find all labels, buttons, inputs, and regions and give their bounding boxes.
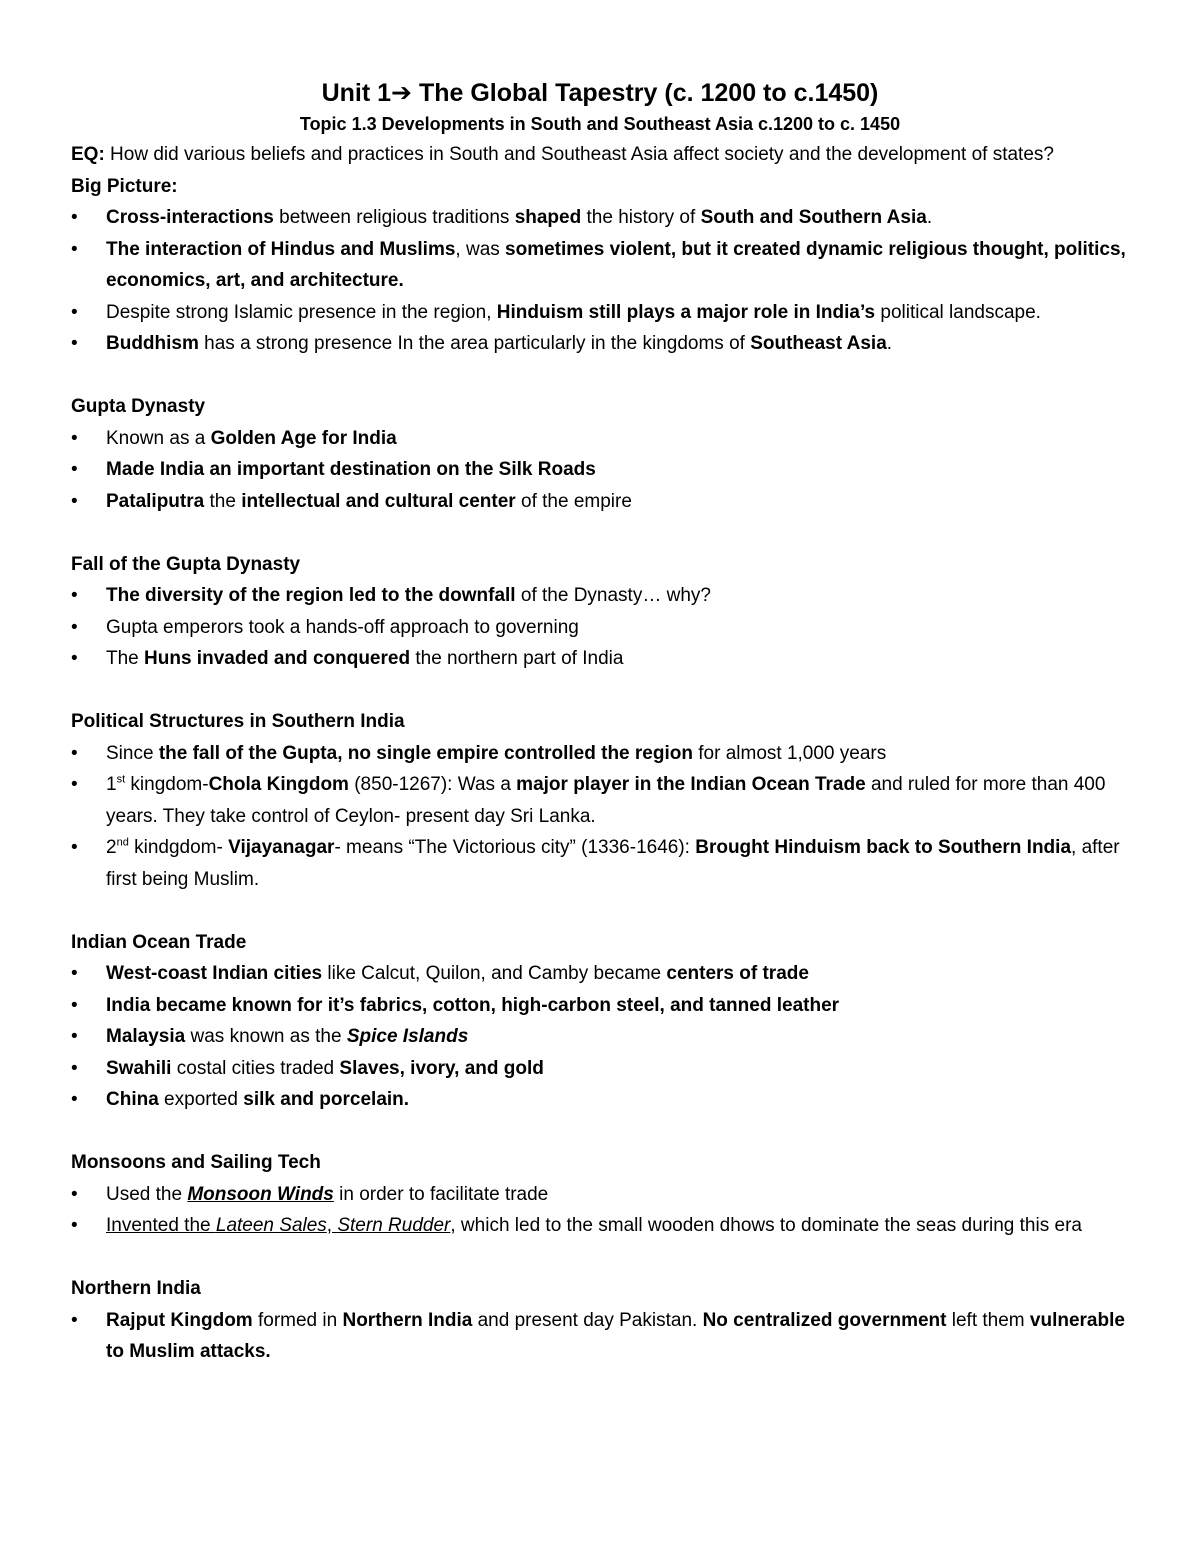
list-item: • Cross-interactions between religious traditions shaped the history of South and Southern Asia. xyxy=(71,202,1141,234)
bullet-icon: • xyxy=(71,459,78,480)
section-heading-indian-ocean-trade: Indian Ocean Trade xyxy=(71,931,247,953)
list-item: • India became known for it’s fabrics, cotton, high-carbon steel, and tanned leather xyxy=(71,990,1141,1022)
bullet-icon: • xyxy=(71,963,78,984)
arrow-icon: ➔ xyxy=(391,79,412,107)
list-item: • Pataliputra the intellectual and cultural center of the empire xyxy=(71,486,1141,518)
monsoons-list xyxy=(71,1179,1141,1242)
bullet-icon: • xyxy=(71,490,78,512)
list-item: • Invented the Lateen Sales, Stern Rudder, which led to the small wooden dhows to dominate the seas during this era xyxy=(71,1210,1141,1242)
bullet-icon: • xyxy=(71,616,78,638)
section-heading-gupta: Gupta Dynasty xyxy=(71,396,206,417)
section-heading-fall-of-gupta: Fall of the Gupta Dynasty xyxy=(71,553,301,575)
bullet-icon: • xyxy=(71,742,78,764)
bullet-icon: • xyxy=(71,427,78,449)
bullet-icon: • xyxy=(71,1026,78,1047)
document-body xyxy=(71,139,1141,1368)
list-item: • Buddhism has a strong presence In the area particularly in the kingdoms of Southeast Asia. xyxy=(71,328,1141,360)
eq-label: EQ: xyxy=(71,144,105,165)
title-unit: Unit 1 xyxy=(321,79,392,107)
bullet-icon: • xyxy=(71,1057,78,1079)
gupta-list xyxy=(71,423,1141,518)
list-item: • The Huns invaded and conquered the northern part of India xyxy=(71,643,1141,675)
essential-question xyxy=(71,139,1141,171)
bullet-icon: • xyxy=(71,994,78,1016)
bullet-icon: • xyxy=(71,1089,78,1110)
bullet-icon: • xyxy=(71,585,78,606)
list-item: • Despite strong Islamic presence in the region, Hinduism still plays a major role in India’s political landscape. xyxy=(71,297,1141,329)
list-item: • 1st kingdom-Chola Kingdom (850-1267): Was a major player in the Indian Ocean Trade and ruled for more than 400 years. They take control of Ceylon- present day Sri Lanka. xyxy=(71,769,1141,832)
title-text: The Global Tapestry (c. 1200 to c.1450) xyxy=(412,79,879,107)
northern-list xyxy=(71,1305,1141,1368)
bullet-icon: • xyxy=(71,1183,78,1205)
spacer xyxy=(71,675,1141,707)
spacer xyxy=(71,1242,1141,1274)
list-item: • Malaysia was known as the Spice Islands xyxy=(71,1021,1141,1053)
political-list xyxy=(71,738,1141,896)
big-picture-list xyxy=(71,202,1141,360)
bullet-icon: • xyxy=(71,1215,78,1236)
section-heading-monsoons: Monsoons and Sailing Tech xyxy=(71,1152,321,1173)
page-subtitle: Topic 1.3 Developments in South and Southeast Asia c.1200 to c. 1450 xyxy=(299,114,901,134)
section-heading-big-picture: Big Picture: xyxy=(71,175,178,197)
list-item: • Made India an important destination on the Silk Roads xyxy=(71,454,1141,486)
bullet-icon: • xyxy=(71,333,78,354)
list-item: • West-coast Indian cities like Calcut, Quilon, and Camby became centers of trade xyxy=(71,958,1141,990)
bullet-icon: • xyxy=(71,301,78,323)
list-item: • The interaction of Hindus and Muslims, was sometimes violent, but it created dynamic religious thought, politics, economics, art, and architecture. xyxy=(71,234,1141,297)
list-item: • Swahili costal cities traded Slaves, ivory, and gold xyxy=(71,1053,1141,1085)
bullet-icon: • xyxy=(71,207,78,228)
fall-list xyxy=(71,580,1141,675)
list-item: • Used the Monsoon Winds in order to facilitate trade xyxy=(71,1179,1141,1211)
eq-text: How did various beliefs and practices in South and Southeast Asia affect society and the development of states? xyxy=(104,144,1054,165)
page-title xyxy=(0,76,1200,110)
list-item: • Rajput Kingdom formed in Northern India and present day Pakistan. No centralized government left them vulnerable to Muslim attacks. xyxy=(71,1305,1141,1368)
spacer xyxy=(71,895,1141,927)
bullet-icon: • xyxy=(71,238,78,260)
list-item: • Gupta emperors took a hands-off approach to governing xyxy=(71,612,1141,644)
bullet-icon: • xyxy=(71,1309,78,1331)
list-item: • The diversity of the region led to the downfall of the Dynasty… why? xyxy=(71,580,1141,612)
section-heading-northern-india: Northern India xyxy=(71,1278,201,1299)
trade-list xyxy=(71,958,1141,1116)
spacer xyxy=(71,517,1141,549)
bullet-icon: • xyxy=(71,837,78,858)
spacer xyxy=(71,360,1141,392)
list-item: • China exported silk and porcelain. xyxy=(71,1084,1141,1116)
list-item: • 2nd kindgdom- Vijayanagar- means “The Victorious city” (1336-1646): Brought Hinduism back to Southern India, after first being Muslim. xyxy=(71,832,1141,895)
section-heading-political-structures: Political Structures in Southern India xyxy=(71,711,405,732)
list-item: • Known as a Golden Age for India xyxy=(71,423,1141,455)
bullet-icon: • xyxy=(71,648,78,669)
spacer xyxy=(71,1116,1141,1148)
list-item: • Since the fall of the Gupta, no single empire controlled the region for almost 1,000 years xyxy=(71,738,1141,770)
bullet-icon: • xyxy=(71,774,78,795)
